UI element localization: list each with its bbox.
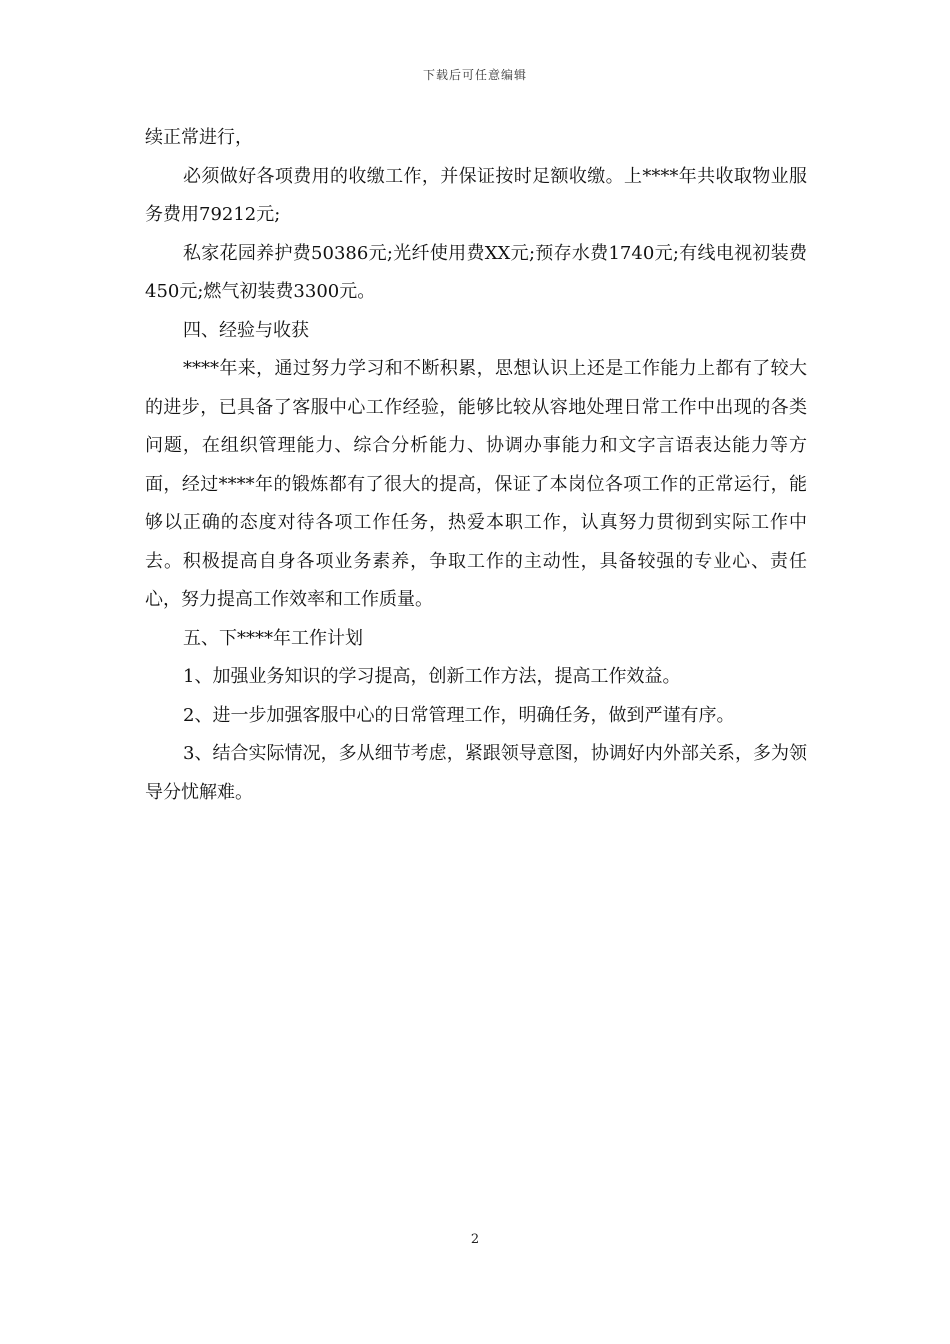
paragraph-continuation: 续正常进行， xyxy=(145,127,253,148)
page-header: 下载后可任意编辑 xyxy=(422,68,527,82)
section-heading-work-plan: 五、下****年工作计划 xyxy=(183,627,363,649)
section-heading-experience: 四、经验与收获 xyxy=(183,319,309,341)
paragraph-fee-collection: 必须做好各项费用的收缴工作，并保证按时足额收缴。上****年共收取物业服务费用79212元; xyxy=(145,165,807,225)
plan-item-1: 1、加强业务知识的学习提高，创新工作方法，提高工作效益。 xyxy=(183,666,681,687)
plan-item-2: 2、进一步加强客服中心的日常管理工作，明确任务，做到严谨有序。 xyxy=(183,704,735,726)
paragraph-experience: ****年来，通过努力学习和不断积累，思想认识上还是工作能力上都有了较大的进步，已具备了客服中心工作经验，能够比较从容地处理日常工作中出现的各类问题，在组织管理能力、综合分析能力、协调办事能力和文字言语表达能力等方面，经过****年的锻炼都有了很大的提高，保证了本岗位各项工作的正常运行，能够以正确的态度对待各项工作任务，热爱本职工作，认真努力贯彻到实际工作中去。积极提高自身各项业务素养，争取工作的主动性，具备较强的专业心、责任心，努力提高工作效率和工作质量。 xyxy=(145,358,807,610)
document-body xyxy=(145,119,807,812)
page-number: 2 xyxy=(470,1232,480,1247)
paragraph-fee-details: 私家花园养护费50386元;光纤使用费XX元;预存水费1740元;有线电视初装费450元;燃气初装费3300元。 xyxy=(145,242,807,302)
plan-item-3: 3、结合实际情况，多从细节考虑，紧跟领导意图，协调好内外部关系，多为领导分忧解难。 xyxy=(145,743,807,803)
